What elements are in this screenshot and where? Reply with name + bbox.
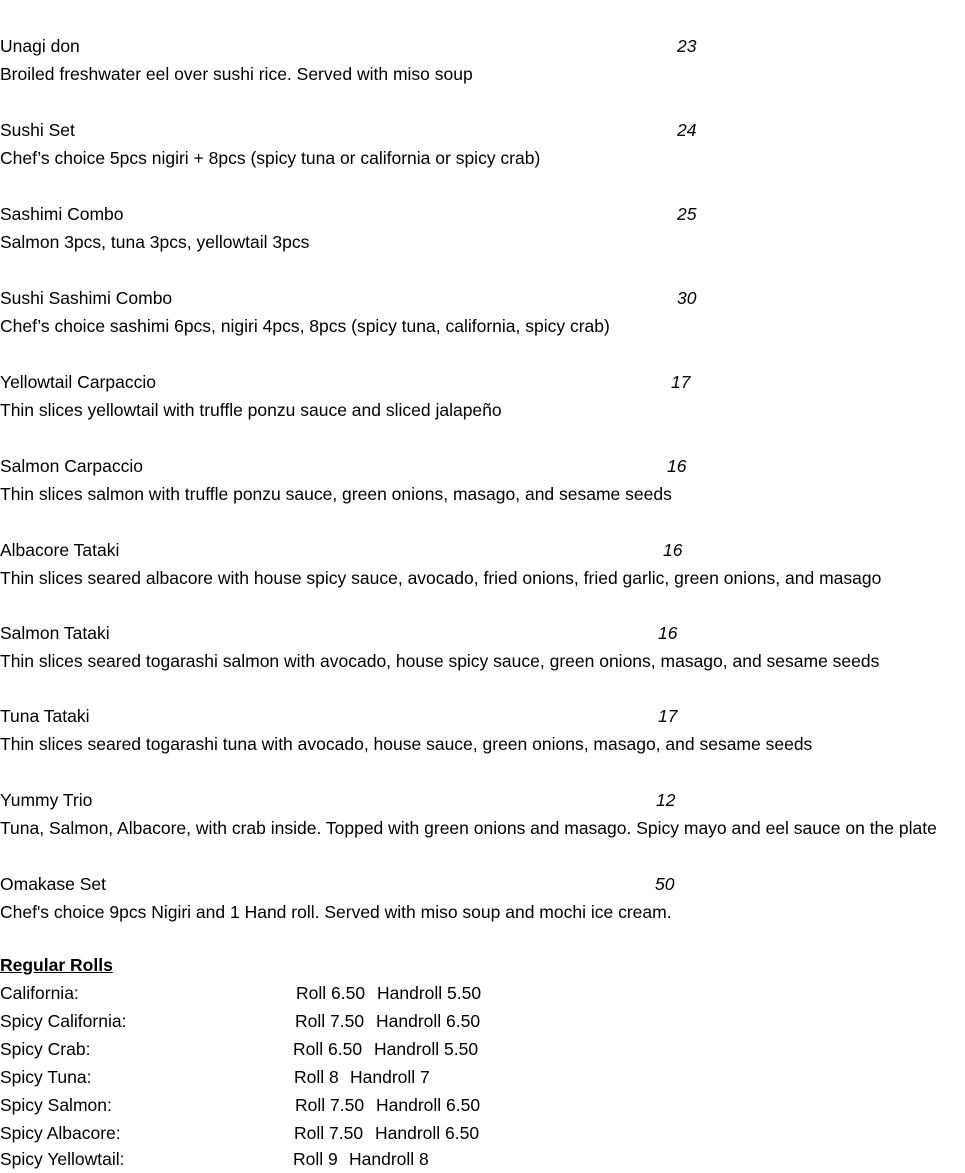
handroll-price: Handroll 6.50 [375,1123,480,1143]
menu-item-price: 23 [677,36,697,56]
roll-row [0,1091,600,1119]
menu-item-price: 17 [671,372,691,392]
roll-row [0,979,600,1007]
roll-price: Roll 6.50 [293,1039,363,1059]
menu-item-name: Sashimi Combo [0,204,124,224]
menu-item-description: Salmon 3pcs, tuna 3pcs, yellowtail 3pcs [0,232,310,252]
roll-price: Roll 7.50 [295,1095,365,1115]
handroll-price: Handroll 6.50 [376,1011,481,1031]
menu-item-name: Tuna Tataki [0,706,90,726]
menu-item-name: Salmon Tataki [0,623,110,643]
menu-item-price: 16 [658,623,678,643]
roll-price: Roll 8 [294,1067,339,1087]
handroll-price: Handroll 7 [350,1067,430,1087]
roll-row [0,1119,600,1147]
menu-item-name: Yellowtail Carpaccio [0,372,156,392]
roll-row [0,1063,600,1091]
roll-name: Spicy Salmon: [0,1095,112,1115]
menu-item-price: 30 [677,288,697,308]
menu-item-name: Sushi Sashimi Combo [0,288,173,308]
menu-item-name: Unagi don [0,36,80,56]
menu-item-description: Chef’s choice 5pcs nigiri + 8pcs (spicy tuna or california or spicy crab) [0,148,541,168]
menu-item-price: 12 [656,790,676,810]
menu-item-description: Tuna, Salmon, Albacore, with crab inside. Topped with green onions and masago. Spicy mayo and eel sauce on the plate [0,818,937,838]
menu-item-description: Chef’s choice sashimi 6pcs, nigiri 4pcs, 8pcs (spicy tuna, california, spicy crab) [0,316,610,336]
menu-item-description: Thin slices seared togarashi tuna with avocado, house sauce, green onions, masago, and sesame seeds [0,734,813,754]
menu-item-description: Thin slices salmon with truffle ponzu sauce, green onions, masago, and sesame seeds [0,484,672,504]
roll-name: Spicy California: [0,1011,127,1031]
roll-row [0,1145,600,1173]
menu-item-description: Thin slices seared togarashi salmon with avocado, house spicy sauce, green onions, masago, and sesame seeds [0,651,880,671]
roll-name: Spicy Yellowtail: [0,1149,125,1169]
roll-row [0,1007,600,1035]
roll-price: Roll 6.50 [296,983,366,1003]
roll-name: Spicy Tuna: [0,1067,92,1087]
menu-item-name: Sushi Set [0,120,75,140]
menu-item-description: Thin slices yellowtail with truffle ponzu sauce and sliced jalapeño [0,400,502,420]
menu-item-name: Salmon Carpaccio [0,456,143,476]
roll-row [0,1035,600,1063]
roll-price: Roll 9 [293,1149,338,1169]
menu-item-price: 50 [655,874,675,894]
menu-item-price: 17 [658,706,678,726]
menu-item-name: Omakase Set [0,874,107,894]
menu-item-description: Thin slices seared albacore with house spicy sauce, avocado, fried onions, fried garlic, green onions, and masago [0,568,882,588]
handroll-price: Handroll 6.50 [376,1095,481,1115]
section-heading-regular-rolls: Regular Rolls [0,955,113,975]
menu-item-price: 16 [667,456,687,476]
roll-name: Spicy Crab: [0,1039,91,1059]
menu-item-price: 24 [677,120,697,140]
menu-item-name: Albacore Tataki [0,540,120,560]
roll-name: Spicy Albacore: [0,1123,121,1143]
handroll-price: Handroll 8 [349,1149,429,1169]
menu-item-name: Yummy Trio [0,790,93,810]
handroll-price: Handroll 5.50 [374,1039,479,1059]
roll-price: Roll 7.50 [295,1011,365,1031]
roll-name: California: [0,983,79,1003]
menu-item-price: 25 [677,204,697,224]
menu-item-description: Chef's choice 9pcs Nigiri and 1 Hand roll. Served with miso soup and mochi ice cream. [0,902,672,922]
handroll-price: Handroll 5.50 [377,983,482,1003]
menu-item-description: Broiled freshwater eel over sushi rice. Served with miso soup [0,64,473,84]
roll-price: Roll 7.50 [294,1123,364,1143]
menu-item-price: 16 [663,540,683,560]
